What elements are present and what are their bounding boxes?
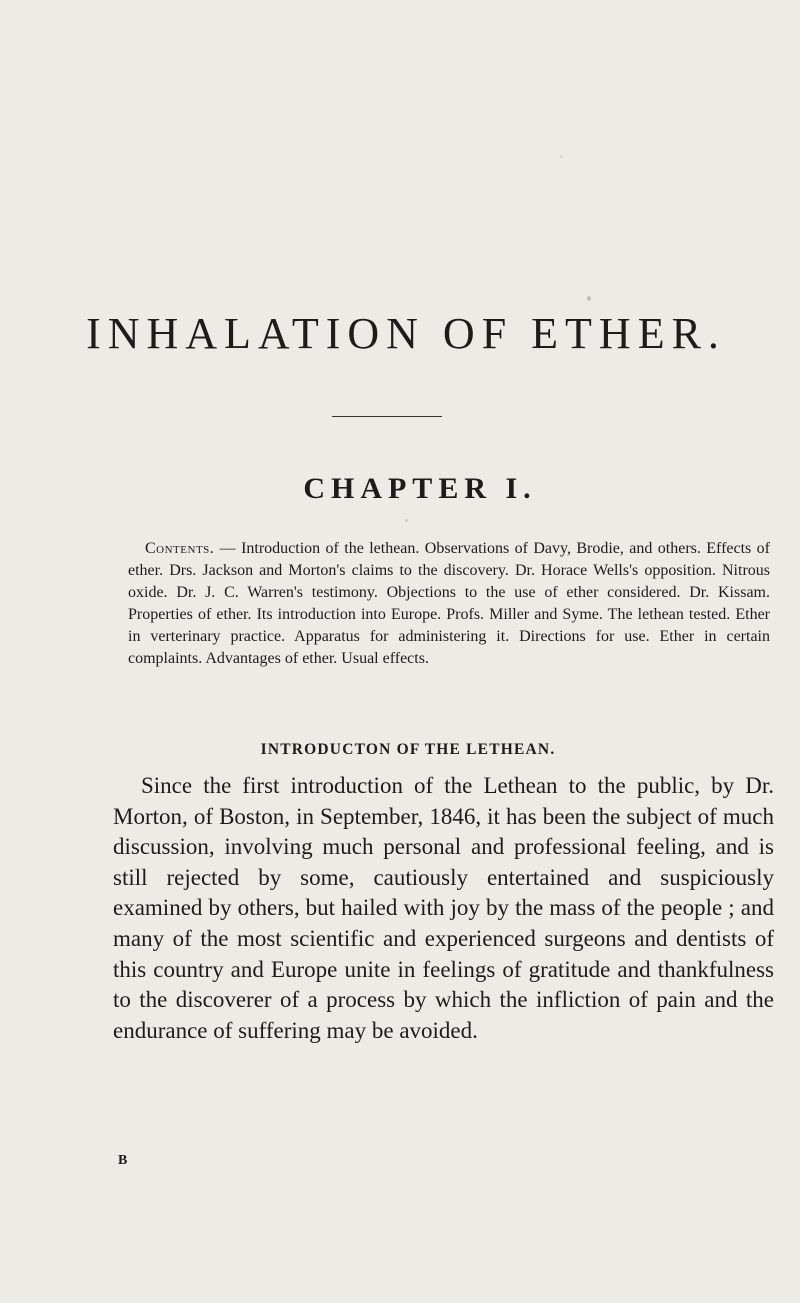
chapter-contents [128, 538, 770, 670]
ink-speck [560, 155, 562, 158]
chapter-heading: CHAPTER I. [303, 472, 537, 505]
ink-speck [405, 519, 408, 522]
section-heading: INTRODUCTON OF THE LETHEAN. [260, 741, 556, 758]
contents-text: — Introduction of the lethean. Observations of Davy, Brodie, and others. Effects of ether. Drs. Jackson and Morton's claims to the discovery. Dr. Horace Wells's opposition. Nitrous oxide. Dr. J. C. Warren's testimony. Objections to the use of ether considered. Dr. Kissam. Properties of ether. Its introduction into Europe. Profs. Miller and Syme. The lethean tested. Ether in verterinary practice. Apparatus for administering it. Directions for use. Ether in certain complaints. Advantages of ether. Usual effects. [128, 540, 770, 667]
title-divider [332, 416, 442, 417]
page-title: INHALATION OF ETHER. [86, 309, 726, 358]
ink-speck [587, 296, 591, 301]
signature-mark: B [118, 1153, 128, 1168]
contents-label: Contents. [145, 540, 215, 557]
body-paragraph: Since the first introduction of the Lethean to the public, by Dr. Morton, of Boston, in September, 1846, it has been the subject of much discussion, involving much personal and professional feeling, and is still rejected by some, cautiously entertained and suspiciously examined by others, but hailed with joy by the mass of the people ; and many of the most scientific and experienced surgeons and dentists of this country and Europe unite in feelings of gratitude and thankfulness to the discoverer of a process by which the infliction of pain and the endurance of suffering may be avoided. [113, 773, 774, 1043]
